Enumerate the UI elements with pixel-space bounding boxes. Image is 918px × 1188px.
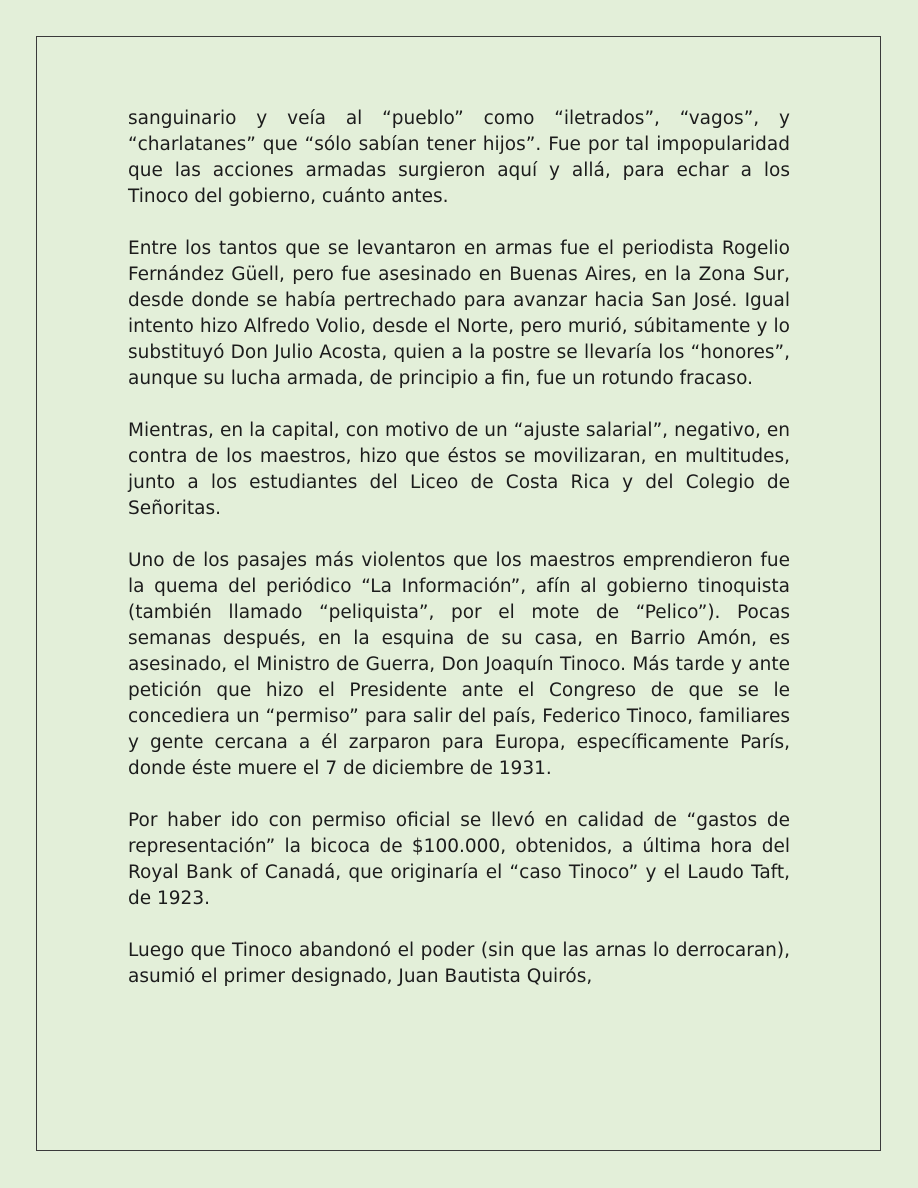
paragraph-2: Entre los tantos que se levantaron en armas fue el periodista Rogelio Fernández Güell, pero fue asesinado en Buenas Aires, en la Zona Sur, desde donde se había pertrechado para avanzar hacia San José. Igual intento hizo Alfredo Volio, desde el Norte, pero murió, súbitamente y lo substituyó Don Julio Acosta, quien a la postre se llevaría los “honores”, aunque su lucha armada, de principio a fin, fue un rotundo fracaso.: [128, 238, 790, 389]
document-body: [128, 106, 790, 990]
paragraph-3: Mientras, en la capital, con motivo de un “ajuste salarial”, negativo, en contra de los maestros, hizo que éstos se movilizaran, en multitudes, junto a los estudiantes del Liceo de Costa Rica y del Colegio de Señoritas.: [128, 420, 790, 519]
paragraph-1: sanguinario y veía al “pueblo” como “iletrados”, “vagos”, y “charlatanes” que “sólo sabían tener hijos”. Fue por tal impopularidad que las acciones armadas surgieron aquí y allá, para echar a los Tinoco del gobierno, cuánto antes.: [128, 108, 790, 207]
paragraph-4: Uno de los pasajes más violentos que los maestros emprendieron fue la quema del periódico “La Información”, afín al gobierno tinoquista (también llamado “peliquista”, por el mote de “Pelico”). Pocas semanas después, en la esquina de su casa, en Barrio Amón, es asesinado, el Ministro de Guerra, Don Joaquín Tinoco. Más tarde y ante petición que hizo el Presidente ante el Congreso de que se le concediera un “permiso” para salir del país, Federico Tinoco, familiares y gente cercana a él zarparon para Europa, específicamente París, donde éste muere el 7 de diciembre de 1931.: [128, 550, 790, 779]
paragraph-5: Por haber ido con permiso oficial se llevó en calidad de “gastos de representación” la bicoca de $100.000, obtenidos, a última hora del Royal Bank of Canadá, que originaría el “caso Tinoco” y el Laudo Taft, de 1923.: [128, 810, 790, 909]
paragraph-6: Luego que Tinoco abandonó el poder (sin que las arnas lo derrocaran), asumió el primer designado, Juan Bautista Quirós,: [128, 940, 790, 987]
